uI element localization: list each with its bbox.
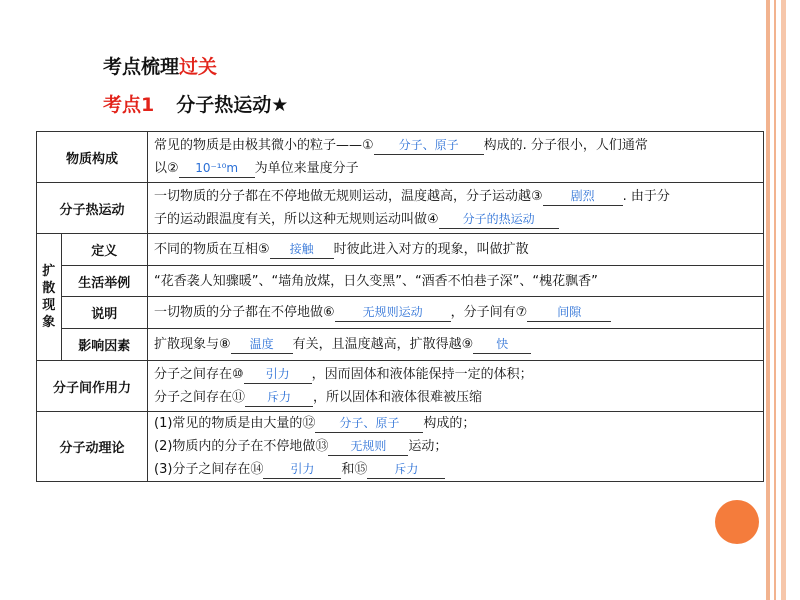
row-content: “花香袭人知骤暖”、“墙角放煤，日久变黑”、“酒香不怕巷子深”、“槐花飘香”: [148, 266, 764, 297]
answer-blank: 接触: [270, 240, 334, 259]
answer-blank: 引力: [244, 365, 312, 384]
row-label: 生活举例: [61, 266, 147, 297]
diffusion-group-label: 扩 散 现 象: [37, 234, 62, 361]
answer-blank: 快: [473, 335, 531, 354]
answer-blank: 温度: [231, 335, 293, 354]
row-content: (1)常见的物质是由大量的⑫ 分子、原子 构成的； (2)物质内的分子在不停地做⑬ 无规则 运动； (3)分子之间存在⑭ 引力 和⑮ 斥力: [148, 412, 764, 482]
row-content: 常见的物质是由极其微小的粒子——① 分子、原子 构成的. 分子很小，人们通常 以② 10⁻¹⁰m 为单位来量度分子: [148, 132, 764, 183]
row-content: 扩散现象与⑧ 温度 有关，且温度越高，扩散得越⑨ 快: [148, 329, 764, 361]
row-label: 物质构成: [37, 132, 148, 183]
answer-blank: 引力: [263, 460, 341, 479]
answer-blank: 斥力: [245, 388, 313, 407]
table-row: [37, 234, 764, 266]
table-row: [37, 361, 764, 412]
answer-blank: 间隙: [527, 303, 611, 322]
row-label: 影响因素: [61, 329, 147, 361]
row-label: 定义: [61, 234, 147, 266]
row-content: 分子之间存在⑩ 引力 ，因而固体和液体能保持一定的体积； 分子之间存在⑪ 斥力 ，所以固体和液体很难被压缩: [148, 361, 764, 412]
answer-blank: 10⁻¹⁰m: [179, 159, 255, 178]
answer-blank: 无规则: [328, 437, 408, 456]
slide-border-line: [774, 0, 776, 600]
table-row: [37, 297, 764, 329]
answer-blank: 剧烈: [543, 187, 623, 206]
row-label: 分子间作用力: [37, 361, 148, 412]
answer-blank: 分子、原子: [315, 414, 423, 433]
decorative-circle: [715, 500, 759, 544]
row-content: 一切物质的分子都在不停地做⑥ 无规则运动 ，分子间有⑦ 间隙: [148, 297, 764, 329]
topic-title: 考点1 分子热运动★: [103, 94, 289, 116]
table-row: [37, 266, 764, 297]
answer-blank: 分子、原子: [374, 136, 484, 155]
row-label: 说明: [61, 297, 147, 329]
slide-border-line: [766, 0, 770, 600]
table-row: [37, 183, 764, 234]
table-row: [37, 329, 764, 361]
answer-blank: 分子的热运动: [439, 210, 559, 229]
section-title: 考点梳理过关: [103, 56, 218, 78]
slide-border-line: [781, 0, 786, 600]
answer-blank: 无规则运动: [335, 303, 451, 322]
table-row: [37, 132, 764, 183]
table-row: [37, 412, 764, 482]
row-content: 一切物质的分子都在不停地做无规则运动，温度越高，分子运动越③ 剧烈 . 由于分 子的运动跟温度有关，所以这种无规则运动叫做④ 分子的热运动: [148, 183, 764, 234]
answer-blank: 斥力: [367, 460, 445, 479]
row-label: 分子动理论: [37, 412, 148, 482]
row-content: 不同的物质在互相⑤ 接触 时彼此进入对方的现象，叫做扩散: [148, 234, 764, 266]
row-label: 分子热运动: [37, 183, 148, 234]
summary-table: [36, 131, 764, 482]
